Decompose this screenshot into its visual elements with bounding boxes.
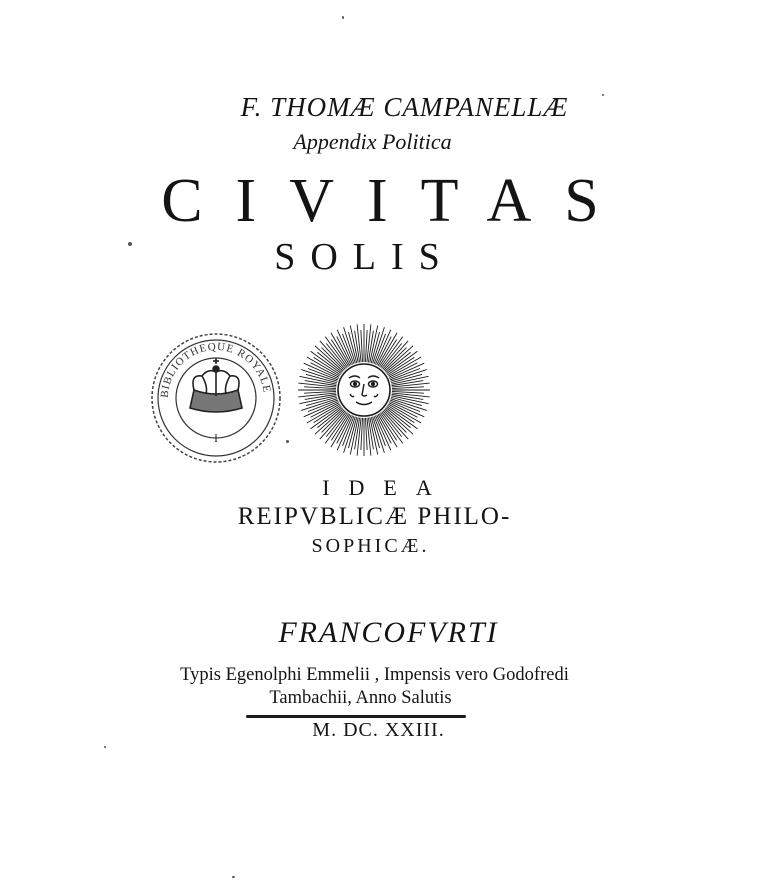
divider-rule <box>246 715 466 718</box>
sun-face-icon <box>294 318 434 458</box>
main-title: CIVITAS <box>161 167 632 235</box>
subtitle-line-2: SOPHICÆ. <box>311 535 430 557</box>
sun-ray <box>392 387 424 389</box>
sun-ray <box>361 330 363 362</box>
scan-speck <box>342 16 344 19</box>
sub-title: SOLIS <box>274 236 455 278</box>
imprint-line-1: Typis Egenolphi Emmelii , Impensis vero Godofredi <box>180 665 569 685</box>
scan-speck <box>232 876 235 878</box>
author-line: F. THOMÆ CAMPANELLÆ <box>240 92 569 122</box>
sun-ray <box>365 418 367 450</box>
sun-ray <box>361 418 363 450</box>
scan-speck <box>602 94 604 96</box>
year-line: M. DC. XXIII. <box>312 719 445 741</box>
sun-ray <box>365 330 367 362</box>
scan-speck <box>128 242 132 246</box>
stamp-text: BIBLIOTHEQUE ROYALE <box>158 340 273 399</box>
idea-line: IDEA <box>322 475 451 500</box>
subtitle-line-1: REIPVBLICÆ PHILO- <box>237 503 512 530</box>
imprint-line-2: Tambachii, Anno Salutis <box>269 688 452 708</box>
sun-ray <box>304 387 336 389</box>
scan-speck <box>286 440 289 443</box>
crown-stamp-icon <box>146 328 286 468</box>
city-line: FRANCOFVRTI <box>278 616 499 649</box>
stamp-mark: I <box>214 431 218 445</box>
sun-ray <box>392 391 424 393</box>
appendix-line: Appendix Politica <box>293 129 452 154</box>
scan-speck <box>104 746 106 748</box>
sun-ray <box>304 391 336 393</box>
